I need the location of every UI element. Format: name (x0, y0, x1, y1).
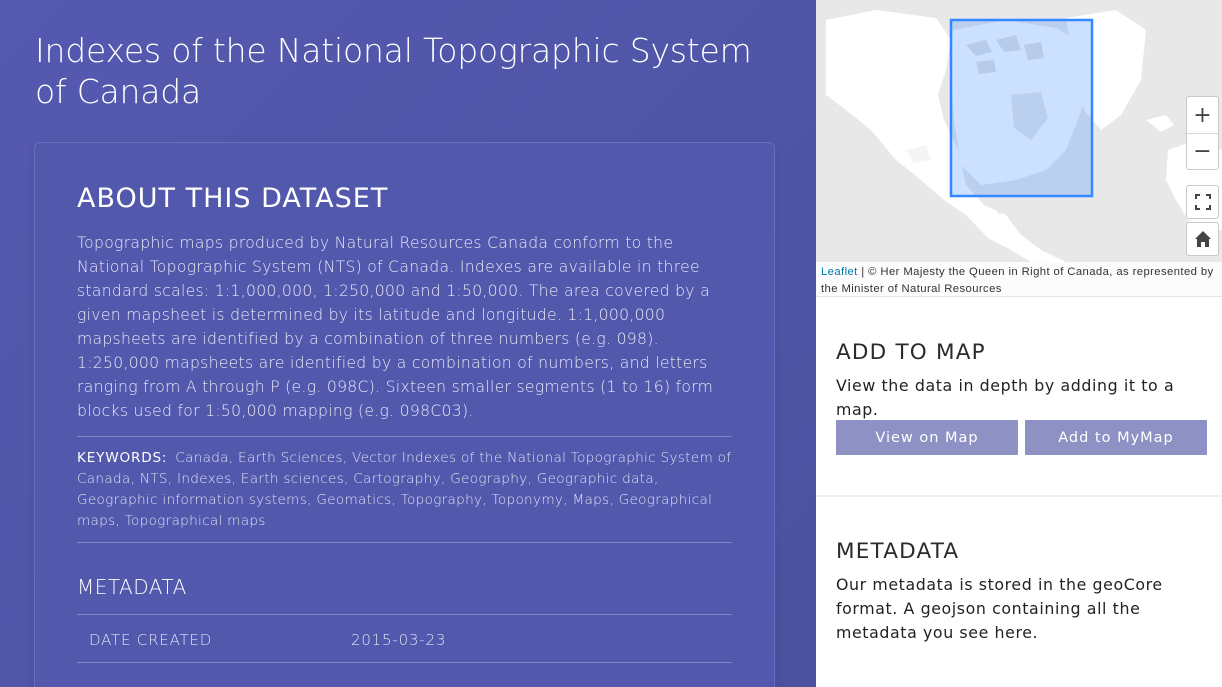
fullscreen-icon (1195, 194, 1211, 210)
dataset-extent[interactable] (951, 20, 1092, 196)
add-to-mymap-button[interactable]: Add to MyMap (1025, 420, 1207, 455)
map-attribution (816, 262, 1222, 297)
keywords (77, 448, 737, 532)
about-dataset-card (34, 142, 775, 687)
leaflet-link[interactable]: Leaflet (821, 266, 858, 278)
home-button[interactable] (1186, 222, 1219, 256)
metadata-heading: METADATA (77, 575, 187, 599)
map-view[interactable] (816, 0, 1222, 297)
divider (77, 436, 732, 437)
about-heading: ABOUT THIS DATASET (77, 183, 389, 214)
divider (77, 542, 732, 543)
metadata-row (77, 615, 732, 663)
view-on-map-button[interactable]: View on Map (836, 420, 1018, 455)
metadata-side-text: Our metadata is stored in the geoCore format. A geojson containing all the metadata you see here. (836, 575, 1163, 642)
home-icon (1194, 230, 1212, 248)
dataset-description: Topographic maps produced by Natural Resources Canada conform to the National Topographic System (NTS) of Canada. Indexes are available in three standard scales: 1:1,000,000, 1:250,000 and 1:50,000. The area covered by a given mapsheet is determined by its latitude and longitude. 1:1,000,000 mapsheets are identified by a combination of three numbers (e.g. 098). 1:250,000 mapsheets are identified by a combination of numbers, and letters ranging from A through P (e.g. 098C). Sixteen smaller segments (1 to 16) form blocks used for 1:50,000 mapping (e.g. 098C03). (77, 234, 714, 420)
zoom-control (1186, 96, 1219, 170)
fullscreen-button[interactable] (1186, 185, 1219, 219)
basemap (816, 0, 1222, 262)
metadata-key: DATE CREATED (89, 631, 213, 649)
side-panel (816, 0, 1222, 687)
metadata-value: 2015-03-23 (351, 631, 447, 649)
add-to-map-heading: ADD TO MAP (836, 340, 986, 365)
add-to-map-text: View the data in depth by adding it to a map. (836, 376, 1175, 419)
zoom-in-button[interactable]: + (1193, 102, 1212, 128)
zoom-out-button[interactable]: − (1187, 133, 1218, 169)
attribution-text: | © Her Majesty the Queen in Right of Canada, as represented by the Minister of Natural Resources (821, 266, 1214, 295)
divider (816, 495, 1222, 497)
page-title: Indexes of the National Topographic System of Canada (35, 31, 752, 111)
keywords-label: KEYWORDS: (77, 450, 168, 466)
keywords-list: Canada, Earth Sciences, Vector Indexes of the National Topographic System of Canada, NTS, Indexes, Earth sciences, Cartography, Geography, Geographic data, Geographic information systems, Geomatics, Topography, Toponymy, Maps, Geographical maps, Topographical maps (77, 450, 732, 529)
metadata-side-heading: METADATA (836, 539, 960, 564)
